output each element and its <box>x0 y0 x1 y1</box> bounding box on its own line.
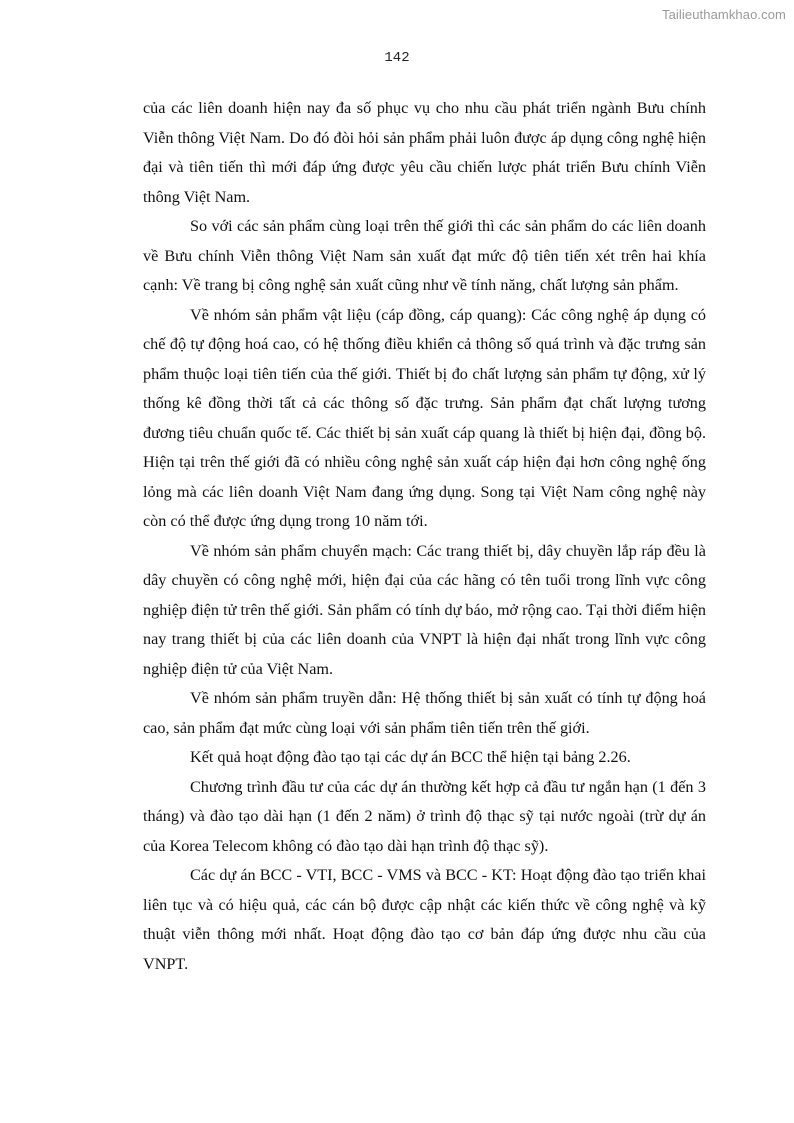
paragraph-transmission: Về nhóm sản phẩm truyền dẫn: Hệ thống thiết bị sản xuất có tính tự động hoá cao, sản phẩm đạt mức cùng loại với sản phẩm tiên tiến trên thế giới. <box>143 689 706 737</box>
paragraph-switching: Về nhóm sản phẩm chuyển mạch: Các trang thiết bị, dây chuyền lắp ráp đều là dây chuyền có công nghệ mới, hiện đại của các hãng có tên tuổi trong lĩnh vực công nghiệp điện tử trên thế giới. Sản phẩm có tính dự báo, mở rộng cao. Tại thời điểm hiện nay trang thiết bị của các liên doanh của VNPT là hiện đại nhất trong lĩnh vực công nghiệp điện tử của Việt Nam. <box>143 541 706 678</box>
paragraph-materials: Về nhóm sản phẩm vật liệu (cáp đồng, cáp quang): Các công nghệ áp dụng có chế độ tự động hoá cao, có hệ thống điều khiển cả thông số quá trình và đặc trưng sản phẩm thuộc loại tiên tiến của thế giới. Thiết bị đo chất lượng sản phẩm tự động, xử lý thống kê đồng thời tất cả các thông số đặc trưng. Sản phẩm đạt chất lượng tương đương tiêu chuẩn quốc tế. Các thiết bị sản xuất cáp quang là thiết bị hiện đại, đồng bộ. Hiện tại trên thế giới đã có nhiều công nghệ sản xuất cáp hiện đại hơn công nghệ ống lỏng mà các liên doanh Việt Nam đang ứng dụng. Song tại Việt Nam công nghệ này còn có thể được ứng dụng trong 10 năm tới. <box>143 305 706 530</box>
paragraph-comparison: So với các sản phẩm cùng loại trên thế giới thì các sản phẩm do các liên doanh về Bưu chính Viễn thông Việt Nam sản xuất đạt mức độ tiên tiến xét trên hai khía cạnh: Về trang bị công nghệ sản xuất cũng như về tính năng, chất lượng sản phẩm. <box>143 217 706 294</box>
paragraph-bcc-projects: Các dự án BCC - VTI, BCC - VMS và BCC - KT: Hoạt động đào tạo triển khai liên tục và có hiệu quả, các cán bộ được cập nhật các kiến thức về công nghệ và kỹ thuật viễn thông mới nhất. Hoạt động đào tạo cơ bản đáp ứng được nhu cầu của VNPT. <box>143 866 706 973</box>
paragraph-investment-program: Chương trình đầu tư của các dự án thường kết hợp cả đầu tư ngắn hạn (1 đến 3 tháng) và đào tạo dài hạn (1 đến 2 năm) ở trình độ thạc sỹ tại nước ngoài (trừ dự án của Korea Telecom không có đào tạo dài hạn trình độ thạc sỹ). <box>143 777 706 855</box>
paragraph-continuation: của các liên doanh hiện nay đa số phục vụ cho nhu cầu phát triển ngành Bưu chính Viễn thông Việt Nam. Do đó đòi hỏi sản phẩm phải luôn được áp dụng công nghệ hiện đại và tiên tiến thì mới đáp ứng được yêu cầu chiến lược phát triển Bưu chính Viễn thông Việt Nam. <box>143 99 706 206</box>
paragraph-training-results: Kết quả hoạt động đào tạo tại các dự án BCC thể hiện tại bảng 2.26. <box>190 748 631 766</box>
watermark-text: Tailieuthamkhao.com <box>661 7 786 22</box>
body-text <box>143 94 706 979</box>
page-number: 142 <box>384 50 410 66</box>
